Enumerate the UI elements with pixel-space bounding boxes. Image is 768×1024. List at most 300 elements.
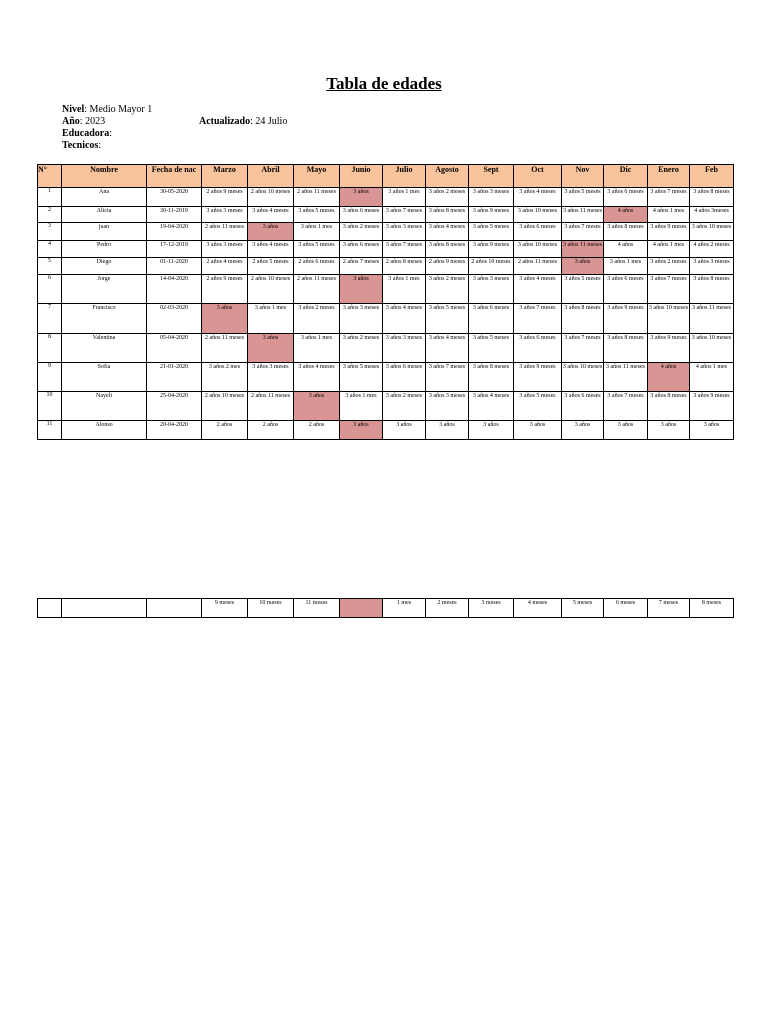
month-age-text: 3 años 8 meses xyxy=(607,335,644,341)
tecnicos-line xyxy=(62,141,101,151)
month-age-cell xyxy=(340,241,383,258)
nivel-value: : Medio Mayor 1 xyxy=(84,104,153,115)
month-age-cell xyxy=(426,421,469,440)
month-age-text: 3 años 11 meses xyxy=(606,364,645,370)
nivel-line xyxy=(62,105,152,115)
child-name-text: Valentina xyxy=(92,335,116,341)
month-age-text: 3 años 4 meses xyxy=(385,305,423,311)
month-age-cell xyxy=(514,258,562,275)
month-age-cell xyxy=(202,275,248,304)
month-age-text: 4 años 2 meses xyxy=(693,242,730,248)
month-age-text: 3 años 5 meses xyxy=(298,208,335,214)
month-age-cell xyxy=(604,363,648,392)
month-age-text: 3 años 1 mes xyxy=(345,393,377,399)
row-number: 3 xyxy=(38,223,62,241)
child-name xyxy=(62,304,147,334)
month-age-cell xyxy=(426,258,469,275)
month-age-text: 3 años 4 meses xyxy=(252,242,289,248)
month-age-cell xyxy=(648,188,690,207)
column-header: Julio xyxy=(383,165,426,188)
birth-date xyxy=(147,258,202,275)
month-age-text: 7 meses xyxy=(658,600,679,606)
child-name-text: Alonso xyxy=(95,422,113,428)
month-age-text: 3 años 2 meses xyxy=(385,393,423,399)
month-age-cell xyxy=(340,188,383,207)
month-age-cell xyxy=(383,241,426,258)
month-age-text: 3 años 8 meses xyxy=(650,393,687,399)
month-age-cell xyxy=(469,392,514,421)
month-age-text: 3 meses xyxy=(481,600,501,606)
birth-date-text: 02-03-2020 xyxy=(160,305,188,311)
birth-date xyxy=(147,223,202,241)
column-header: N° xyxy=(38,165,62,188)
month-age-text: 2 años 10 meses xyxy=(471,259,511,265)
month-age-cell xyxy=(294,599,340,618)
month-age-cell xyxy=(202,599,248,618)
birth-date xyxy=(147,599,202,618)
row-number: 2 xyxy=(38,207,62,223)
month-age-cell xyxy=(202,258,248,275)
tecnicos-label: Tecnicos xyxy=(62,140,99,151)
month-age-text: 3 años 3 meses xyxy=(206,242,243,248)
row-number: 4 xyxy=(38,241,62,258)
month-age-cell xyxy=(690,363,734,392)
month-age-cell xyxy=(469,275,514,304)
child-name xyxy=(62,241,147,258)
month-age-text: 3 años 3 meses xyxy=(252,364,289,370)
month-age-cell xyxy=(469,207,514,223)
month-age-cell xyxy=(340,258,383,275)
month-age-text: 3 años 5 meses xyxy=(472,224,510,230)
month-age-cell xyxy=(604,334,648,363)
birth-date xyxy=(147,207,202,223)
month-age-text: 3 años 2 meses xyxy=(342,224,380,230)
month-age-text: 3 años 4 meses xyxy=(428,224,466,230)
month-age-cell xyxy=(514,392,562,421)
birth-date-text: 01-11-2020 xyxy=(160,259,188,265)
child-name-text: Ana xyxy=(99,189,109,195)
month-age-text: 3 años xyxy=(483,422,499,428)
birth-date xyxy=(147,334,202,363)
child-name xyxy=(62,258,147,275)
month-age-text: 3 años 8 meses xyxy=(607,224,644,230)
month-age-text: 3 años 4 meses xyxy=(519,276,556,282)
table-row xyxy=(38,304,734,334)
month-age-text: 3 años 10 meses xyxy=(517,242,558,248)
month-age-text: 2 años xyxy=(216,422,233,428)
month-age-text: 3 años 8 meses xyxy=(472,364,510,370)
month-age-cell xyxy=(202,363,248,392)
month-age-cell xyxy=(202,241,248,258)
birth-date-text: 19-04-2020 xyxy=(160,224,188,230)
month-age-text: 3 años 5 meses xyxy=(298,242,335,248)
month-age-cell xyxy=(514,421,562,440)
actualizado-line xyxy=(199,117,287,127)
month-age-text: 3 años xyxy=(262,335,279,341)
month-age-text: 4 años 1 mes xyxy=(652,242,685,248)
month-age-text: 4 años 3meses xyxy=(694,208,729,214)
month-age-text: 2 años 9 meses xyxy=(428,259,466,265)
month-age-text: 2 años 11 meses xyxy=(205,224,244,230)
month-age-cell xyxy=(648,258,690,275)
month-age-cell xyxy=(383,275,426,304)
month-age-cell xyxy=(202,188,248,207)
month-age-text: 2 años 11 meses xyxy=(251,393,290,399)
row-number: 8 xyxy=(38,334,62,363)
month-age-cell xyxy=(294,275,340,304)
month-age-cell xyxy=(514,223,562,241)
month-age-cell xyxy=(514,363,562,392)
month-age-text: 3 años 4 meses xyxy=(298,364,335,370)
month-age-cell xyxy=(248,188,294,207)
month-age-cell xyxy=(604,599,648,618)
child-name-text: Pedro xyxy=(97,242,111,248)
month-age-text: 1 mes xyxy=(396,600,412,606)
month-age-text: 2 años 6 meses xyxy=(298,259,335,265)
month-age-text: 3 años 3 meses xyxy=(385,224,423,230)
month-age-text: 3 años 3 meses xyxy=(472,189,510,195)
month-age-text: 3 años 8 meses xyxy=(693,189,730,195)
month-age-cell xyxy=(648,421,690,440)
month-age-text: 3 años 6 meses xyxy=(342,208,380,214)
month-age-text: 3 años 1 mes xyxy=(300,224,333,230)
month-age-text: 3 años 5 meses xyxy=(472,335,510,341)
month-age-text: 3 años xyxy=(308,393,325,399)
birth-date xyxy=(147,363,202,392)
month-age-text: 3 años 6 meses xyxy=(342,242,380,248)
month-age-cell xyxy=(426,188,469,207)
month-age-cell xyxy=(562,188,604,207)
month-age-text: 2 años 9 meses xyxy=(206,276,243,282)
month-age-text: 11 meses xyxy=(305,600,328,606)
month-age-text: 3 años xyxy=(617,422,634,428)
month-age-cell xyxy=(604,275,648,304)
column-header: Sept xyxy=(469,165,514,188)
month-age-cell xyxy=(690,599,734,618)
month-age-text: 3 años 10 meses xyxy=(648,305,689,311)
child-name-text xyxy=(62,599,146,600)
month-age-cell xyxy=(248,599,294,618)
child-name-text: juan xyxy=(98,224,110,230)
month-age-cell xyxy=(340,599,383,618)
month-age-text: 4 años 1 mes xyxy=(652,208,685,214)
month-age-cell xyxy=(294,223,340,241)
month-age-cell xyxy=(340,421,383,440)
month-age-text: 2 años 10 meses xyxy=(250,276,291,282)
birth-date-text: 30-05-2020 xyxy=(160,189,188,195)
month-age-cell xyxy=(514,241,562,258)
month-age-text: 3 años xyxy=(529,422,546,428)
month-age-text: 3 años 3 meses xyxy=(206,208,243,214)
month-age-cell xyxy=(514,599,562,618)
month-age-cell xyxy=(690,421,734,440)
month-age-cell xyxy=(562,392,604,421)
month-age-text: 3 años 6 meses xyxy=(472,305,510,311)
month-age-text: 3 años 9 meses xyxy=(650,335,687,341)
month-age-cell xyxy=(202,334,248,363)
actualizado-label: Actualizado xyxy=(199,116,251,127)
month-age-text: 2 meses xyxy=(437,600,457,606)
month-age-cell xyxy=(648,275,690,304)
month-age-cell xyxy=(383,207,426,223)
month-age-cell xyxy=(426,207,469,223)
month-age-text: 3 años 9 meses xyxy=(472,208,510,214)
month-age-cell xyxy=(248,258,294,275)
child-name xyxy=(62,392,147,421)
month-age-cell xyxy=(469,334,514,363)
birth-date xyxy=(147,304,202,334)
month-age-text: 3 años 1 mes xyxy=(609,259,642,265)
month-age-cell xyxy=(562,334,604,363)
column-header: Enero xyxy=(648,165,690,188)
month-age-text: 3 años 3 meses xyxy=(385,335,423,341)
month-age-cell xyxy=(294,421,340,440)
birth-date xyxy=(147,421,202,440)
actualizado-value: : 24 Julio xyxy=(250,116,288,127)
month-age-text: 3 años 6 meses xyxy=(385,364,423,370)
table-row xyxy=(38,599,734,618)
month-age-text: 4 años xyxy=(617,208,634,214)
month-age-text: 2 años 7 meses xyxy=(342,259,380,265)
month-age-cell xyxy=(562,275,604,304)
month-age-cell xyxy=(648,304,690,334)
month-age-cell xyxy=(383,258,426,275)
table-row xyxy=(38,392,734,421)
birth-date-text: 20-04-2020 xyxy=(160,422,188,428)
month-age-text: 2 años 11 meses xyxy=(518,259,557,265)
month-age-cell xyxy=(604,188,648,207)
month-age-cell xyxy=(426,392,469,421)
month-age-cell xyxy=(690,304,734,334)
table-row xyxy=(38,188,734,207)
month-age-text: 2 años 9 meses xyxy=(206,189,243,195)
month-age-cell xyxy=(202,223,248,241)
month-age-cell xyxy=(469,421,514,440)
child-name-text: Francisco xyxy=(92,305,116,311)
month-age-text: 3 años 10 meses xyxy=(517,208,558,214)
row-number: 5 xyxy=(38,258,62,275)
birth-date-text: 25-04-2020 xyxy=(160,393,188,399)
month-age-text: 3 años 8 meses xyxy=(428,208,466,214)
month-age-text: 3 años 2 mes xyxy=(208,364,241,370)
month-age-cell xyxy=(202,421,248,440)
month-age-cell xyxy=(562,223,604,241)
month-age-text: 3 años xyxy=(574,422,591,428)
month-age-cell xyxy=(690,223,734,241)
birth-date-text: 21-01-2020 xyxy=(160,364,188,370)
child-name-text: Sofia xyxy=(97,364,111,370)
table-row xyxy=(38,334,734,363)
month-age-text: 3 años 1 mes xyxy=(388,276,420,282)
month-age-text: 4 años xyxy=(617,242,634,248)
birth-date-text xyxy=(147,599,201,600)
month-age-cell xyxy=(383,421,426,440)
month-age-text: 3 años 1 mes xyxy=(254,305,287,311)
month-age-cell xyxy=(383,334,426,363)
month-age-cell xyxy=(426,334,469,363)
month-age-text: 3 años 7 meses xyxy=(650,276,687,282)
educadora-value: : xyxy=(109,128,113,139)
month-age-cell xyxy=(340,334,383,363)
month-age-cell xyxy=(604,258,648,275)
anio-value: : 2023 xyxy=(79,116,106,127)
month-age-cell xyxy=(469,188,514,207)
row-number: 7 xyxy=(38,304,62,334)
month-age-text: 3 años xyxy=(353,189,369,195)
nivel-label: Nivel xyxy=(62,104,85,115)
month-age-text: 2 años 10 meses xyxy=(250,189,291,195)
table-row xyxy=(38,421,734,440)
month-age-cell xyxy=(294,363,340,392)
column-header: Feb xyxy=(690,165,734,188)
month-age-text xyxy=(340,599,382,600)
month-age-text: 3 años 4 meses xyxy=(472,393,510,399)
birth-date xyxy=(147,392,202,421)
month-age-text: 3 años 2 meses xyxy=(650,259,687,265)
month-age-text: 4 años 1 mes xyxy=(695,364,728,370)
row-number: 9 xyxy=(38,363,62,392)
ages-table-continuation xyxy=(37,598,734,618)
month-age-text: 9 meses xyxy=(214,600,235,606)
month-age-cell xyxy=(690,258,734,275)
month-age-cell xyxy=(248,207,294,223)
month-age-cell xyxy=(690,334,734,363)
column-header: Fecha de nac xyxy=(147,165,202,188)
month-age-text: 3 años 6 meses xyxy=(519,335,556,341)
child-name xyxy=(62,223,147,241)
ages-table xyxy=(37,164,734,440)
month-age-cell xyxy=(383,304,426,334)
month-age-cell xyxy=(562,421,604,440)
month-age-text: 3 años 5 meses xyxy=(342,364,380,370)
month-age-cell xyxy=(340,304,383,334)
birth-date-text: 30-11-2019 xyxy=(160,208,188,214)
month-age-text: 3 años xyxy=(439,422,455,428)
month-age-text: 3 años 7 meses xyxy=(428,364,466,370)
month-age-text: 3 años xyxy=(703,422,720,428)
month-age-cell xyxy=(562,258,604,275)
table-row xyxy=(38,241,734,258)
month-age-text: 3 años 11 meses xyxy=(563,242,602,248)
month-age-cell xyxy=(294,392,340,421)
month-age-cell xyxy=(690,188,734,207)
month-age-cell xyxy=(648,223,690,241)
month-age-cell xyxy=(426,223,469,241)
header-row xyxy=(38,165,734,188)
month-age-text: 3 años xyxy=(396,422,412,428)
month-age-text: 3 años 2 meses xyxy=(428,276,466,282)
month-age-cell xyxy=(514,275,562,304)
month-age-text: 3 años 7 meses xyxy=(607,393,644,399)
month-age-text: 3 años 6 meses xyxy=(564,393,601,399)
month-age-cell xyxy=(248,275,294,304)
month-age-cell xyxy=(294,207,340,223)
month-age-text: 3 años 9 meses xyxy=(693,393,730,399)
child-name xyxy=(62,363,147,392)
month-age-cell xyxy=(426,241,469,258)
month-age-text: 2 años 10 meses xyxy=(204,393,245,399)
month-age-text: 3 años 10 meses xyxy=(691,224,732,230)
month-age-text: 5 meses xyxy=(572,600,593,606)
column-header: Nombre xyxy=(62,165,147,188)
month-age-text: 2 años 11 meses xyxy=(297,276,336,282)
month-age-text: 3 años 1 mes xyxy=(300,335,333,341)
month-age-cell xyxy=(562,304,604,334)
month-age-cell xyxy=(604,392,648,421)
month-age-cell xyxy=(383,363,426,392)
month-age-cell xyxy=(426,363,469,392)
child-name xyxy=(62,275,147,304)
month-age-cell xyxy=(469,304,514,334)
month-age-text: 3 años xyxy=(353,422,369,428)
month-age-text: 3 años 5 meses xyxy=(564,189,601,195)
month-age-text: 3 años 4 meses xyxy=(428,335,466,341)
educadora-line xyxy=(62,129,112,139)
month-age-cell xyxy=(383,188,426,207)
month-age-cell xyxy=(248,363,294,392)
table-row xyxy=(38,275,734,304)
month-age-text: 2 años 11 meses xyxy=(297,189,336,195)
month-age-cell xyxy=(340,223,383,241)
month-age-cell xyxy=(562,207,604,223)
month-age-text: 3 años xyxy=(574,259,591,265)
birth-date-text: 17-12-2019 xyxy=(160,242,188,248)
anio-label: Año xyxy=(62,116,80,127)
birth-date-text: 05-04-2020 xyxy=(160,335,188,341)
column-header: Abril xyxy=(248,165,294,188)
month-age-cell xyxy=(340,392,383,421)
month-age-text: 3 años 8 meses xyxy=(564,305,601,311)
month-age-text: 3 años 2 meses xyxy=(342,335,380,341)
column-header: Oct xyxy=(514,165,562,188)
month-age-cell xyxy=(604,207,648,223)
month-age-cell xyxy=(648,363,690,392)
month-age-cell xyxy=(469,599,514,618)
month-age-cell xyxy=(690,207,734,223)
month-age-text: 2 años 8 meses xyxy=(385,259,423,265)
month-age-text: 3 años 2 meses xyxy=(298,305,335,311)
month-age-text: 3 años 3 meses xyxy=(342,305,380,311)
month-age-cell xyxy=(248,304,294,334)
child-name xyxy=(62,421,147,440)
month-age-text: 3 años 11 meses xyxy=(563,208,602,214)
month-age-cell xyxy=(604,421,648,440)
month-age-text: 4 años xyxy=(660,364,677,370)
row-number: 11 xyxy=(38,421,62,440)
month-age-text: 3 años 10 meses xyxy=(691,335,732,341)
month-age-cell xyxy=(340,275,383,304)
tecnicos-value: : xyxy=(98,140,102,151)
month-age-text: 3 años 7 meses xyxy=(650,189,687,195)
month-age-text: 3 años 9 meses xyxy=(472,242,510,248)
month-age-text: 3 años 5 meses xyxy=(564,276,601,282)
child-name xyxy=(62,207,147,223)
month-age-cell xyxy=(604,304,648,334)
row-number xyxy=(38,599,62,618)
month-age-cell xyxy=(690,275,734,304)
birth-date-text: 14-04-2020 xyxy=(160,276,188,282)
month-age-text: 3 años 11 meses xyxy=(692,305,731,311)
month-age-cell xyxy=(426,304,469,334)
column-header: Junio xyxy=(340,165,383,188)
month-age-cell xyxy=(383,392,426,421)
month-age-text: 3 años 7 meses xyxy=(564,224,601,230)
month-age-cell xyxy=(562,241,604,258)
table-row xyxy=(38,223,734,241)
month-age-text: 3 años 9 meses xyxy=(650,224,687,230)
birth-date xyxy=(147,275,202,304)
column-header: Nov xyxy=(562,165,604,188)
